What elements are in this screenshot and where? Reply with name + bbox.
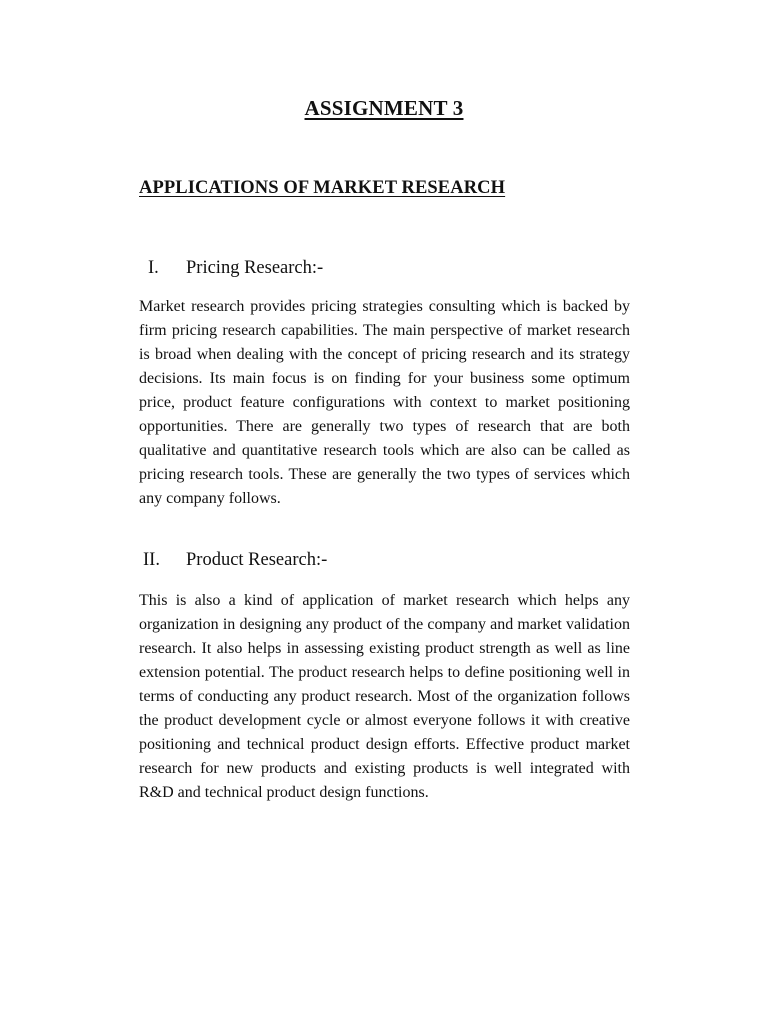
paragraph-pricing-research: Market research provides pricing strategies consulting which is backed by firm pricing research capabilities. The main perspective of market research is broad when dealing with the concept of pricing research and its strategy decisions. Its main focus is on finding for your business some optimum price, product feature configurations with context to market positioning opportunities. There are generally two types of research that are both qualitative and quantitative research tools which are also can be called as pricing research tools. These are generally the two types of services which any company follows. bbox=[139, 298, 630, 507]
paragraph-product-research: This is also a kind of application of market research which helps any organization in designing any product of the company and market validation research. It also helps in assessing existing product strength as well as line extension potential. The product research helps to define positioning well in terms of conducting any product research. Most of the organization follows the product development cycle or almost everyone follows it with creative positioning and technical product design efforts. Effective product market research for new products and existing products is well integrated with R&D and technical product design functions. bbox=[139, 592, 630, 801]
item-number: I. bbox=[148, 258, 159, 278]
item-heading-label: Pricing Research:- bbox=[186, 258, 324, 278]
item-heading-product-research bbox=[143, 550, 327, 571]
item-heading-label: Product Research:- bbox=[186, 550, 328, 570]
item-number: II. bbox=[143, 550, 160, 570]
item-heading-pricing-research bbox=[148, 258, 323, 279]
document-title: ASSIGNMENT 3 bbox=[304, 96, 464, 120]
section-heading: APPLICATIONS OF MARKET RESEARCH bbox=[139, 178, 506, 198]
